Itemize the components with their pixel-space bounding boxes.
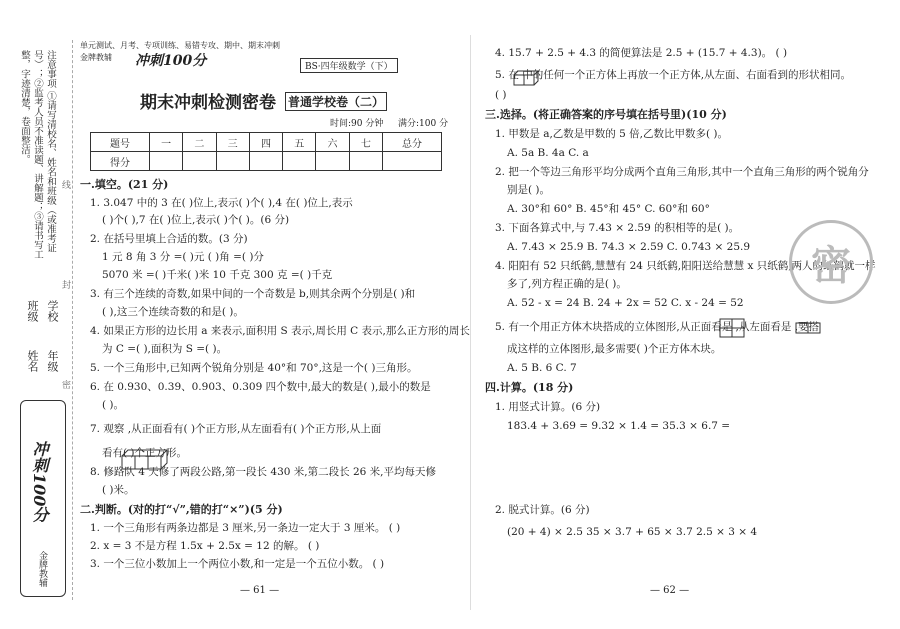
question-line: 3. 下面各算式中,与 7.43 × 2.59 的积相等的是( )。 [495,222,740,234]
question-line: 5. 有一个用正方体木块搭成的立体图形,从正面看是 ,从左面看是 ,要搭 [495,321,820,333]
left-question-block [80,178,470,571]
question-line: 5070 米 =( )千米( )米 10 千克 300 克 =( )千克 [102,269,333,281]
score-header: 七 [349,133,382,152]
score-header: 二 [183,133,216,152]
answer-options: A. 52 - x = 24 B. 24 + 2x = 52 C. x - 24 = 52 [507,297,744,309]
answer-options: A. 5 B. 6 C. 7 [507,362,577,374]
page-subtitle: 普通学校卷（二） [285,92,387,111]
question-line: 3. 有三个连续的奇数,如果中间的一个奇数是 b,则其余两个分别是( )和 [90,288,416,300]
section-heading: 二.判断。(对的打“√”,错的打“×”)(5 分) [80,503,283,516]
field-class: 班级 [26,300,39,322]
question-line: 2. 在括号里填上合适的数。(3 分) [90,233,248,245]
score-cell[interactable] [349,152,382,171]
question-line: ( )个( ),7 在( )位上,表示( )个( )。(6 分) [102,214,290,226]
question-line: 别是( )。 [507,184,551,196]
page-number-right: — 62 — [650,585,690,596]
fold-line [72,40,73,600]
fold-mark-1: 线 [60,180,70,189]
question-line: ( )米。 [102,484,135,496]
cube-stack-figure [120,448,170,474]
book-banner [20,400,66,597]
sidebar [16,50,68,605]
question-line: 2. 脱式计算。(6 分) [495,504,590,516]
score-row-label: 得分 [91,152,150,171]
calc-row: 183.4 + 3.69 = 9.32 × 1.4 = 35.3 × 6.7 = [507,420,731,432]
calc-row: (20 + 4) × 2.5 35 × 3.7 + 65 × 3.7 2.5 × 3 × 4 [507,526,758,538]
question-line: 看有( )个正方形。 [102,447,188,459]
question-line: ( ),这三个连续奇数的和是( )。 [102,306,244,318]
score-cell[interactable] [249,152,282,171]
score-cell[interactable] [149,152,182,171]
exam-score: 满分:100 分 [398,119,449,129]
question-line: 7. 观察 ,从正面看有( )个正方形,从左面看有( )个正方形,从上面 [90,423,382,435]
question-line: 4. 如果正方形的边长用 a 来表示,面积用 S 表示,周长用 C 表示,那么正方形的周长 [90,325,470,337]
question-line: 2. x = 3 不是方程 1.5x + 2.5x = 12 的解。 ( ) [90,540,320,552]
question-line: 4. 阳阳有 52 只纸鹤,慧慧有 24 只纸鹤,阳阳送给慧慧 x 只纸鹤,两人的纸鹤就一样 [495,260,876,272]
fold-mark-2: 封 [60,280,70,289]
section-heading: 四.计算。(18 分) [485,381,574,394]
exam-time: 时间:90 分钟 [330,119,384,129]
question-line: 5. 在 中的任何一个正方体上再放一个正方体,从左面、右面看到的形状相同。 [495,69,852,81]
score-header: 题号 [91,133,150,152]
answer-options: A. 7.43 × 25.9 B. 74.3 × 2.59 C. 0.743 × 25.9 [507,241,751,253]
score-cell[interactable] [316,152,349,171]
book-title: 冲刺100分 [30,441,49,523]
question-line: 1. 3.047 中的 3 在( )位上,表示( )个( ),4 在( )位上,表示 [90,197,353,209]
header-logo: 冲刺100分 [135,53,207,69]
score-header: 三 [216,133,249,152]
brand-small: 金牌教辅 [80,53,112,62]
exam-notes: 注意事项 ①请写清校名、姓名和班级（或准考证号）；②监考人员不准读题、讲解题；③请书写工整，字迹清楚，卷面整洁。 [19,50,56,259]
question-line: 1 元 8 角 3 分 =( )元 ( )角 =( )分 [102,251,264,263]
question-line: 为 C =( ),面积为 S =( )。 [102,343,228,355]
field-grade: 年级 [46,350,59,372]
front-view-figure [719,318,745,338]
question-line: 5. 一个三角形中,已知两个锐角分别是 40°和 70°,这是一个( )三角形。 [90,362,418,374]
score-header: 六 [316,133,349,152]
question-line: 1. 一个三角形有两条边都是 3 厘米,另一条边一定大于 3 厘米。 ( ) [90,522,401,534]
question-line: 3. 一个三位小数加上一个两位小数,和一定是一个五位小数。 ( ) [90,558,385,570]
field-name: 姓名 [26,350,39,372]
answer-options: A. 30°和 60° B. 45°和 45° C. 60°和 60° [507,203,710,215]
score-cell[interactable] [183,152,216,171]
section-heading: 一.填空。(21 分) [80,178,169,191]
score-table [90,132,442,171]
series-line: 单元测试、月考、专项训练、易错专攻、期中、期末冲刺 [80,41,280,50]
grade-tag: BS·四年级数学（下） [300,58,398,73]
question-line: 2. 把一个等边三角形平均分成两个直角三角形,其中一个直角三角形的两个锐角分 [495,166,869,178]
score-header: 总分 [383,133,442,152]
score-cell[interactable] [383,152,442,171]
page-divider [470,35,471,610]
question-line: ( ) [495,89,507,101]
question-line: 1. 用竖式计算。(6 分) [495,401,601,413]
left-page [80,40,470,600]
section-heading: 三.选择。(将正确答案的序号填在括号里)(10 分) [485,108,727,121]
question-line: 1. 甲数是 a,乙数是甲数的 5 倍,乙数比甲数多( )。 [495,128,729,140]
question-line: ( )。 [102,399,125,411]
question-line: 4. 15.7 + 2.5 + 4.3 的简便算法是 2.5 + (15.7 + 4.3)。 ( ) [495,47,788,59]
score-cell[interactable] [283,152,316,171]
score-header: 四 [249,133,282,152]
score-header: 五 [283,133,316,152]
right-page [485,40,885,600]
confidential-stamp: 密 [789,220,873,304]
page-title: 期末冲刺检测密卷 [140,93,276,113]
question-line: 6. 在 0.930、0.39、0.903、0.309 四个数中,最大的数是( ),最小的数是 [90,381,431,393]
brand-label: 金牌教辅 [37,551,47,587]
question-line: 成这样的立体图形,最多需要( )个正方体木块。 [507,343,722,355]
cube-figure [513,70,541,88]
page-number-left: — 61 — [240,585,280,596]
fold-mark-3: 密 [60,380,70,389]
score-cell[interactable] [216,152,249,171]
score-header: 一 [149,133,182,152]
answer-options: A. 5a B. 4a C. a [507,147,589,159]
question-line: 多了,列方程正确的是( )。 [507,278,627,290]
left-view-figure [795,322,821,334]
question-line: 8. 修路队 4 天修了两段公路,第一段长 430 米,第二段长 26 米,平均每天修 [90,466,436,478]
field-school: 学校 [46,300,59,322]
